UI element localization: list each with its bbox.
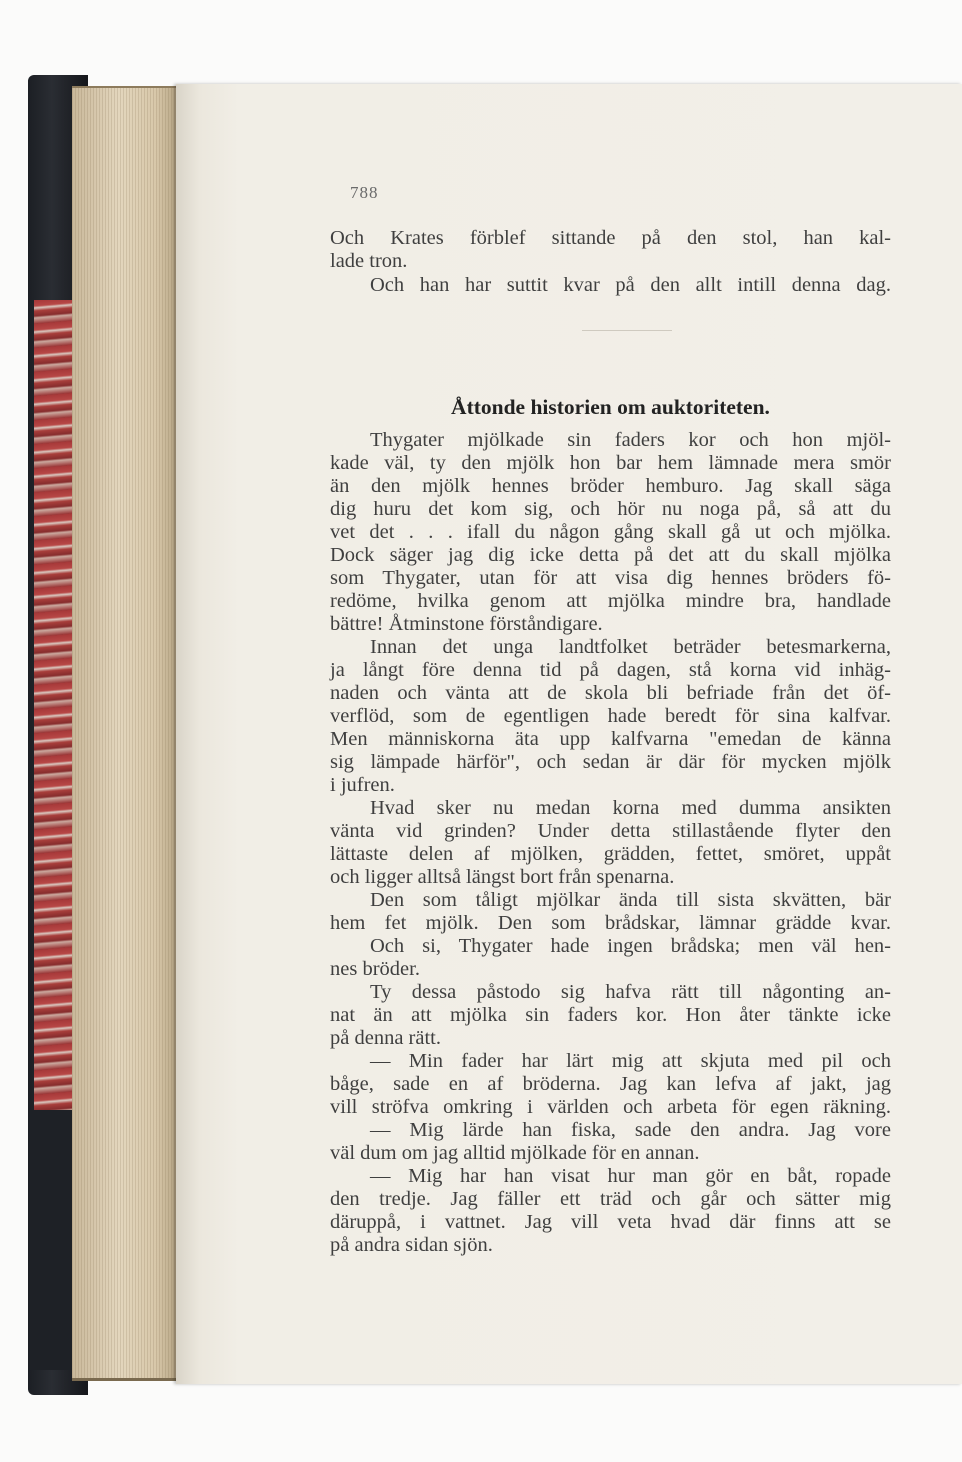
page-number: 788 (350, 183, 379, 202)
text-line: på denna rätt. (330, 1027, 441, 1049)
text-line: på andra sidan sjön. (330, 1234, 493, 1256)
text-line: Och Krates förblef sittande på den stol, han kal- (330, 227, 891, 249)
text-line: Hvad sker nu medan korna med dumma ansikten (370, 797, 891, 819)
text-line: naden och vänta att de skola bli befriade från det öf- (330, 682, 891, 704)
text-line: vet det . . . ifall du någon gång skall gå ut och mjölka. (330, 521, 891, 543)
text-line: hem fet mjölk. Den som brådskar, lämnar grädde kvar. (330, 912, 891, 934)
page-edges (72, 86, 176, 1381)
text-line: den tredje. Jag fäller ett träd och går och sätter mig (330, 1188, 891, 1210)
text-line: nes bröder. (330, 958, 420, 980)
text-line: — Mig har han visat hur man gör en båt, ropade (370, 1165, 891, 1187)
text-line: bättre! Åtminstone förståndigare. (330, 613, 603, 635)
text-line: kade väl, ty den mjölk hon bar hem lämnade mera smör (330, 452, 891, 474)
text-line: Innan det unga landtfolket beträder betesmarkerna, (370, 636, 891, 658)
section-heading: Åttonde historien om auktoriteten. (451, 395, 770, 419)
text-line: dig huru det kom sig, och hör nu noga på, så att du (330, 498, 891, 520)
text-line: redöme, hvilka genom att mjölka mindre bra, handlade (330, 590, 891, 612)
marbled-spine (34, 300, 72, 1120)
text-line: däruppå, i vattnet. Jag vill veta hvad där finns att se (330, 1211, 891, 1233)
text-line: Thygater mjölkade sin faders kor och hon mjöl- (370, 429, 891, 451)
text-line: Dock säger jag dig icke detta på det att du skall mjölka (330, 544, 891, 566)
text-line: väl dum om jag alltid mjölkade för en annan. (330, 1142, 700, 1164)
text-line: sig lämpade härför", och sedan är där för mycken mjölk (330, 751, 891, 773)
text-line: — Mig lärde han fiska, sade den andra. Jag vore (370, 1119, 891, 1141)
text-line: Men människorna äta upp kalfvarna "emedan de känna (330, 728, 891, 750)
text-line: Den som tåligt mjölkar ända till sista skvätten, bär (370, 889, 891, 911)
text-line: båge, sade en af bröderna. Jag kan lefva af jakt, jag (330, 1073, 891, 1095)
text-line: Ty dessa påstodo sig hafva rätt till någonting an- (370, 981, 891, 1003)
text-line: lade tron. (330, 250, 408, 272)
text-line: vänta vid grinden? Under detta stillastående flyter den (330, 820, 891, 842)
text-line: som Thygater, utan för att visa dig hennes bröders fö- (330, 567, 891, 589)
text-line: ja långt före denna tid på dagen, stå korna vid inhäg- (330, 659, 891, 681)
text-line: lättaste delen af mjölken, grädden, fettet, smöret, uppåt (330, 843, 891, 865)
text-line: nat än att mjölka sin faders kor. Hon åter tänkte icke (330, 1004, 891, 1026)
text-line: Och si, Thygater hade ingen brådska; men väl hen- (370, 935, 891, 957)
text-line: vill ströfva omkring i världen och arbeta för egen räkning. (330, 1096, 891, 1118)
text-line: — Min fader har lärt mig att skjuta med pil och (370, 1050, 891, 1072)
text-line: Och han har suttit kvar på den allt intill denna dag. (370, 274, 891, 296)
text-line: i jufren. (330, 774, 395, 796)
text-line: och ligger alltså längst bort från spenarna. (330, 866, 675, 888)
text-line: verflöd, som de egentligen hade beredt för sina kalfvar. (330, 705, 891, 727)
section-divider (582, 330, 672, 331)
text-line: än den mjölk hennes bröder hemburo. Jag skall säga (330, 475, 891, 497)
